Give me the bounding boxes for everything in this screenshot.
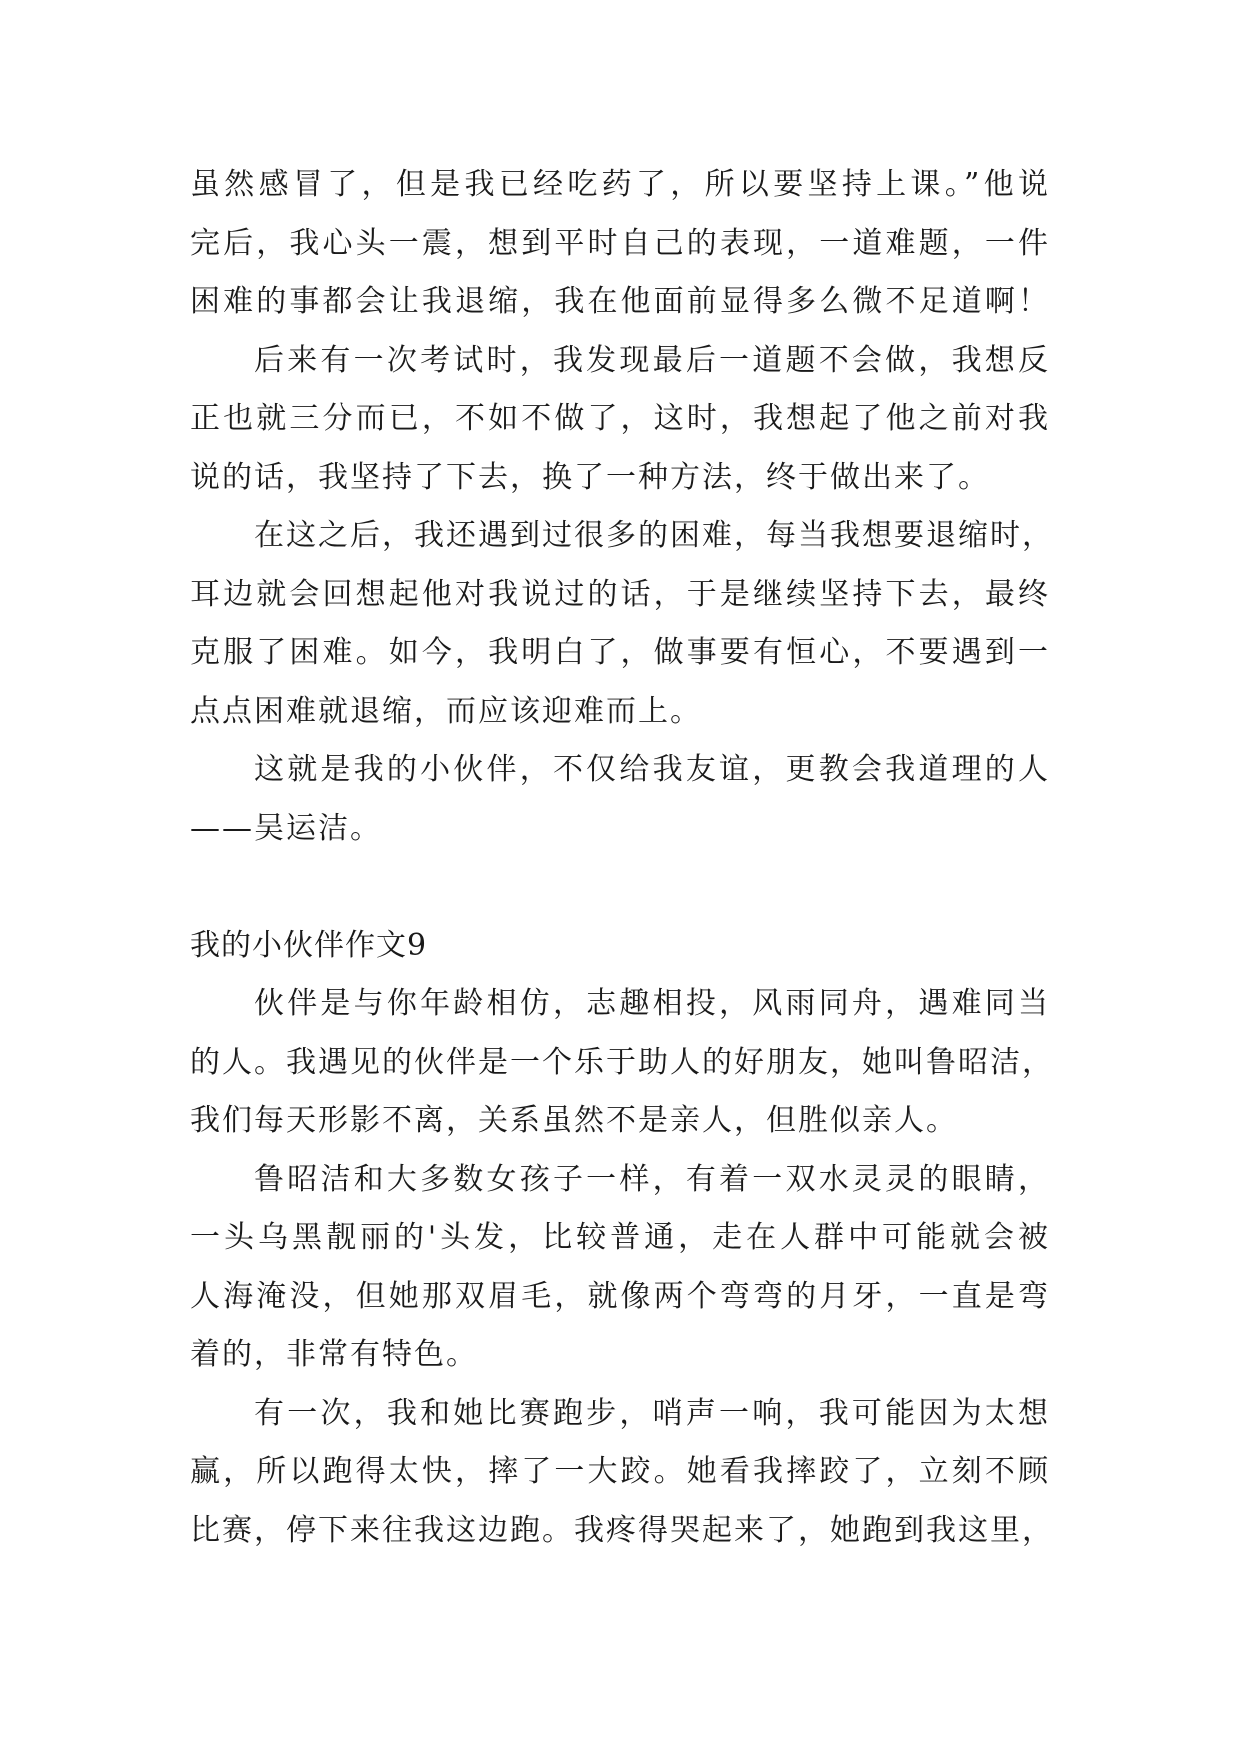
text-line: 后来有一次考试时，我发现最后一道题不会做，我想反 <box>254 342 1050 378</box>
text-line: 鲁昭洁和大多数女孩子一样，有着一双水灵灵的眼睛， <box>254 1161 1050 1197</box>
text-line: 虽然感冒了，但是我已经吃药了，所以要坚持上课。”他说 <box>190 167 1050 202</box>
text-line: 困难的事都会让我退缩，我在他面前显得多么微不足道啊！ <box>190 284 1050 319</box>
text-line: 点点困难就退缩，而应该迎难而上。 <box>190 693 702 729</box>
text-line: 正也就三分而已，不如不做了，这时，我想起了他之前对我 <box>190 401 1050 436</box>
text-line: 比赛，停下来往我这边跑。我疼得哭起来了，她跑到我这里， <box>190 1512 1054 1548</box>
text-line: ——吴运洁。 <box>190 810 382 846</box>
text-line: 伙伴是与你年龄相仿，志趣相投，风雨同舟，遇难同当 <box>254 986 1050 1021</box>
text-line: 在这之后，我还遇到过很多的困难，每当我想要退缩时， <box>254 518 1054 553</box>
paragraph-2 <box>190 332 1050 508</box>
paragraph-7 <box>190 1385 1054 1561</box>
text-line: 说的话，我坚持了下去，换了一种方法，终于做出来了。 <box>190 459 990 495</box>
text-line: 完后，我心头一震，想到平时自己的表现，一道难题，一件 <box>190 225 1050 261</box>
text-line: 克服了困难。如今，我明白了，做事要有恒心，不要遇到一 <box>190 635 1050 670</box>
paragraph-1 <box>190 156 1050 332</box>
paragraph-6 <box>190 1151 1050 1385</box>
text-line: 有一次，我和她比赛跑步，哨声一响，我可能因为太想 <box>254 1395 1050 1431</box>
text-line: 我们每天形影不离，关系虽然不是亲人，但胜似亲人。 <box>190 1103 958 1138</box>
text-line: 赢，所以跑得太快，摔了一大跤。她看我摔跤了，立刻不顾 <box>190 1454 1050 1489</box>
section-spacer <box>190 858 1050 917</box>
text-line: 的人。我遇见的伙伴是一个乐于助人的好朋友，她叫鲁昭洁， <box>190 1044 1054 1080</box>
text-line: 耳边就会回想起他对我说过的话，于是继续坚持下去，最终 <box>190 576 1050 612</box>
text-line: 这就是我的小伙伴，不仅给我友谊，更教会我道理的人 <box>254 752 1050 787</box>
text-line: 着的，非常有特色。 <box>190 1337 478 1372</box>
paragraph-5 <box>190 975 1054 1151</box>
paragraph-4 <box>190 741 1050 858</box>
paragraph-3 <box>190 507 1054 741</box>
essay-body <box>190 156 1054 1560</box>
text-line: 人海淹没，但她那双眉毛，就像两个弯弯的月牙，一直是弯 <box>190 1278 1050 1314</box>
section-title: 我的小伙伴作文9 <box>190 927 428 963</box>
text-line: 一头乌黑靓丽的'头发，比较普通，走在人群中可能就会被 <box>190 1220 1050 1255</box>
